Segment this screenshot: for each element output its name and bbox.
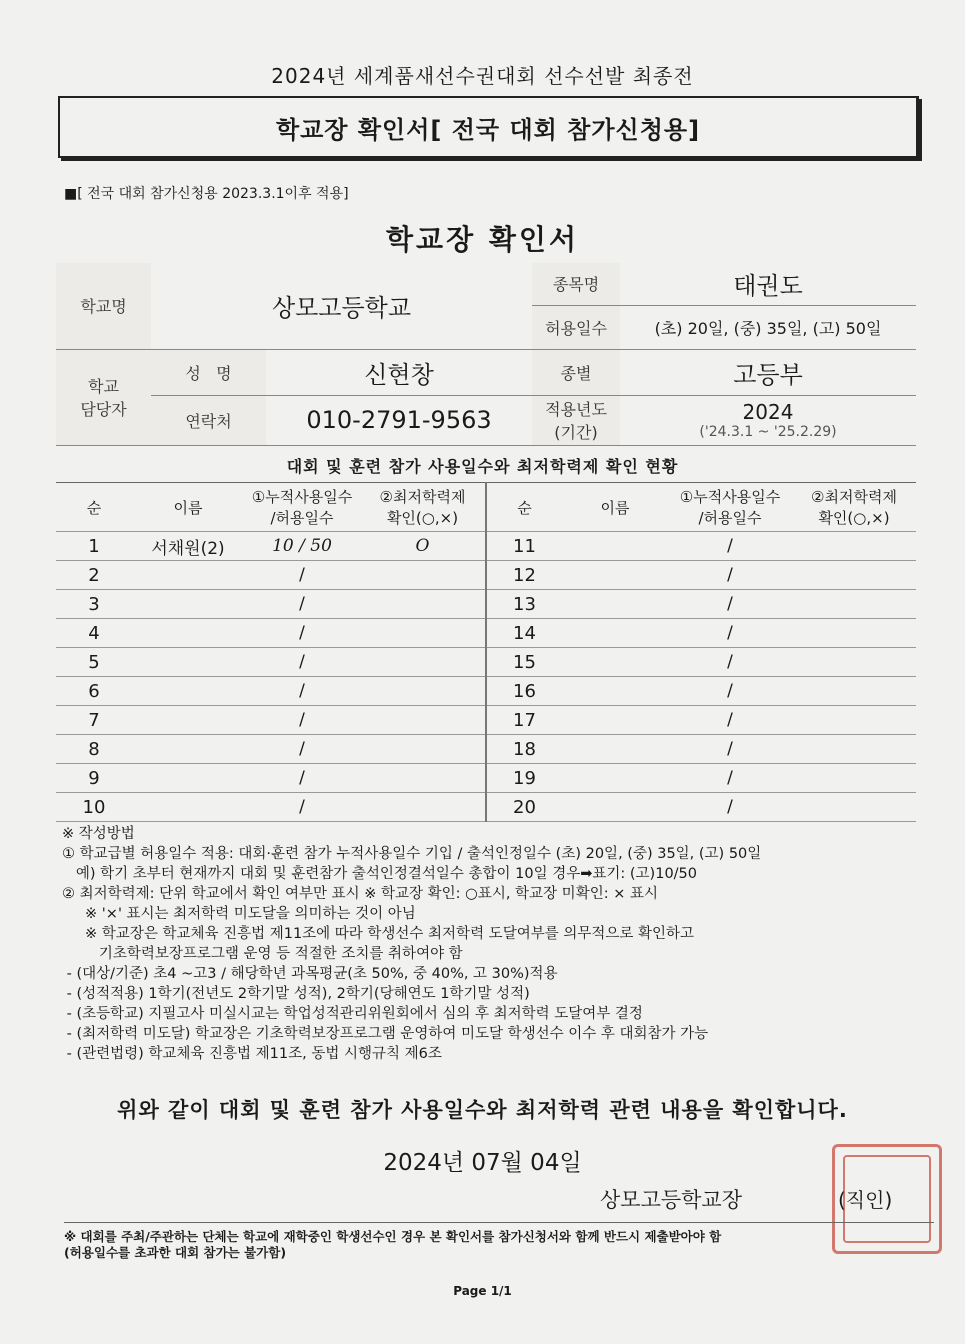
row-check <box>360 793 486 822</box>
instruction-line: ※ '×' 표시는 최저학력 미도달을 의미하는 것이 아님 <box>62 906 416 922</box>
period-value: ('24.3.1 ~ '25.2.29) <box>699 424 837 440</box>
row-days: / <box>668 532 792 561</box>
row-number: 10 <box>56 793 132 822</box>
row-check <box>792 619 916 648</box>
row-check <box>360 561 486 590</box>
row-number: 6 <box>56 677 132 706</box>
row-check <box>792 735 916 764</box>
row-check <box>792 590 916 619</box>
row-name <box>562 648 668 677</box>
col-days: ①누적사용일수 /허용일수 <box>244 483 360 532</box>
table-row <box>56 706 916 735</box>
info-table <box>56 263 916 446</box>
row-number: 13 <box>486 590 562 619</box>
row-number: 7 <box>56 706 132 735</box>
row-number: 1 <box>56 532 132 561</box>
row-number: 3 <box>56 590 132 619</box>
row-days: / <box>668 590 792 619</box>
table-row <box>56 793 916 822</box>
row-check <box>792 561 916 590</box>
row-check <box>360 735 486 764</box>
competition-title: 2024년 세계품새선수권대회 선수선발 최종전 <box>271 64 694 88</box>
days-label: 허용일수 <box>532 305 620 349</box>
instruction-line: ② 최저학력제: 단위 학교에서 확인 여부만 표시 ※ 학교장 확인: ○표시, 학교장 미확인: × 표시 <box>62 886 658 902</box>
instruction-line: - (초등학교) 지필고사 미실시교는 학업성적관리위원회에서 심의 후 최저학력 도달여부 결정 <box>62 1006 643 1022</box>
row-days: / <box>668 764 792 793</box>
contact-value: 010-2791-9563 <box>266 395 532 445</box>
footer-note: ※ 대회를 주최/주관하는 단체는 학교에 재학중인 학생선수인 경우 본 확인서를 참가신청서와 함께 반드시 제출받아야 함 (허용일수를 초과한 대회 참가는 불가함) <box>64 1222 934 1261</box>
table-row <box>56 561 916 590</box>
row-number: 15 <box>486 648 562 677</box>
instruction-line: ※ 작성방법 <box>62 826 135 842</box>
instruction-line: ※ 학교장은 학교체육 진흥법 제11조에 따라 학생선수 최저학력 도달여부를 의무적으로 확인하고 <box>62 926 694 942</box>
signing-date: 2024년 07월 04일 <box>383 1150 582 1176</box>
row-number: 9 <box>56 764 132 793</box>
division-value: 고등부 <box>620 349 916 395</box>
row-name <box>562 677 668 706</box>
row-days: / <box>244 648 360 677</box>
row-days: / <box>668 793 792 822</box>
row-check <box>360 706 486 735</box>
table-row <box>56 677 916 706</box>
row-name <box>562 561 668 590</box>
row-days: / <box>244 561 360 590</box>
box-title: 학교장 확인서[ 전국 대회 참가신청용] <box>58 96 919 158</box>
row-days: / <box>668 619 792 648</box>
col-name-2: 이름 <box>562 483 668 532</box>
row-days: / <box>244 706 360 735</box>
row-name <box>132 590 244 619</box>
row-days: / <box>244 764 360 793</box>
row-name <box>562 619 668 648</box>
row-name <box>132 793 244 822</box>
instruction-line: 예) 학기 초부터 현재까지 대회 및 훈련참가 출석인정결석일수 총합이 10일 경우➡표기: (고)10/50 <box>62 866 698 882</box>
row-check <box>792 793 916 822</box>
col-order-2: 순 <box>486 483 562 532</box>
row-number: 19 <box>486 764 562 793</box>
row-days: 10 / 50 <box>244 532 360 561</box>
row-days: / <box>668 677 792 706</box>
contact-label: 연락처 <box>151 395 266 445</box>
principal-title: 상모고등학교장 <box>600 1188 743 1212</box>
table-row <box>56 735 916 764</box>
table-row <box>56 590 916 619</box>
row-check <box>792 677 916 706</box>
instruction-line: - (최저학력 미도달) 학교장은 기초학력보장프로그램 운영하여 미도달 학생선수 이수 후 대회참가 가능 <box>62 1026 709 1042</box>
section-title: 대회 및 훈련 참가 사용일수와 최저학력제 확인 현황 <box>286 457 679 476</box>
col-days-2: ①누적사용일수 /허용일수 <box>668 483 792 532</box>
name-label: 성 명 <box>151 349 266 395</box>
instruction-line: - (성적적용) 1학기(전년도 2학기말 성적), 2학기(당해연도 1학기말 성적) <box>62 986 530 1002</box>
row-name <box>562 764 668 793</box>
row-number: 14 <box>486 619 562 648</box>
event-value: 태권도 <box>620 263 916 305</box>
row-days: / <box>668 648 792 677</box>
usage-grid <box>56 482 916 822</box>
row-number: 20 <box>486 793 562 822</box>
staff-label: 학교 담당자 <box>56 349 151 445</box>
row-name <box>132 619 244 648</box>
row-name <box>132 735 244 764</box>
row-check <box>360 590 486 619</box>
name-value: 신현창 <box>266 349 532 395</box>
row-check <box>360 764 486 793</box>
row-name <box>562 793 668 822</box>
school-value: 상모고등학교 <box>151 263 532 349</box>
row-name: 서채원(2) <box>132 532 244 561</box>
table-row <box>56 648 916 677</box>
table-row <box>56 619 916 648</box>
row-name <box>562 532 668 561</box>
seal-label: (직인) <box>838 1188 893 1212</box>
row-name <box>562 735 668 764</box>
year-label: 적용년도 (기간) <box>532 395 620 445</box>
instruction-line: 기초학력보장프로그램 운영 등 적절한 조치를 취하여야 함 <box>62 946 463 962</box>
table-row <box>56 532 916 561</box>
row-days: / <box>244 793 360 822</box>
row-number: 17 <box>486 706 562 735</box>
row-check <box>360 677 486 706</box>
document-title: 학교장 확인서 <box>385 223 580 256</box>
row-check <box>792 648 916 677</box>
row-days: / <box>668 706 792 735</box>
row-name <box>132 677 244 706</box>
row-check <box>360 619 486 648</box>
col-check: ②최저학력제 확인(○,×) <box>360 483 486 532</box>
row-name <box>132 561 244 590</box>
col-check-2: ②최저학력제 확인(○,×) <box>792 483 916 532</box>
year-cell <box>620 395 916 445</box>
row-name <box>562 706 668 735</box>
notice-line: ■[ 전국 대회 참가신청용 2023.3.1이후 적용] <box>64 186 349 202</box>
row-days: / <box>244 677 360 706</box>
col-name: 이름 <box>132 483 244 532</box>
row-name <box>132 764 244 793</box>
instruction-line: ① 학교급별 허용일수 적용: 대회·훈련 참가 누적사용일수 기입 / 출석인정일수 (초) 20일, (중) 35일, (고) 50일 <box>62 846 762 862</box>
division-label: 종별 <box>532 349 620 395</box>
row-check <box>792 532 916 561</box>
row-name <box>132 648 244 677</box>
confirmation-statement: 위와 같이 대회 및 훈련 참가 사용일수와 최저학력 관련 내용을 확인합니다. <box>117 1098 848 1122</box>
row-number: 16 <box>486 677 562 706</box>
row-days: / <box>244 619 360 648</box>
row-number: 18 <box>486 735 562 764</box>
row-days: / <box>244 735 360 764</box>
row-number: 11 <box>486 532 562 561</box>
row-name <box>132 706 244 735</box>
row-number: 8 <box>56 735 132 764</box>
row-number: 4 <box>56 619 132 648</box>
col-order: 순 <box>56 483 132 532</box>
instructions <box>62 824 922 1064</box>
school-label: 학교명 <box>56 263 151 349</box>
days-value: (초) 20일, (중) 35일, (고) 50일 <box>620 305 916 349</box>
row-check: O <box>360 532 486 561</box>
row-days: / <box>244 590 360 619</box>
event-label: 종목명 <box>532 263 620 305</box>
row-number: 5 <box>56 648 132 677</box>
row-check <box>360 648 486 677</box>
year-value: 2024 <box>742 400 794 424</box>
row-days: / <box>668 735 792 764</box>
table-row <box>56 764 916 793</box>
row-number: 12 <box>486 561 562 590</box>
row-check <box>792 764 916 793</box>
page-number: Page 1/1 <box>453 1284 512 1298</box>
row-number: 2 <box>56 561 132 590</box>
instruction-line: - (대상/기준) 초4 ~고3 / 해당학년 과목평균(초 50%, 중 40%, 고 30%)적용 <box>62 966 558 982</box>
row-days: / <box>668 561 792 590</box>
instruction-line: - (관련법령) 학교체육 진흥법 제11조, 동법 시행규칙 제6조 <box>62 1046 442 1062</box>
row-name <box>562 590 668 619</box>
row-check <box>792 706 916 735</box>
